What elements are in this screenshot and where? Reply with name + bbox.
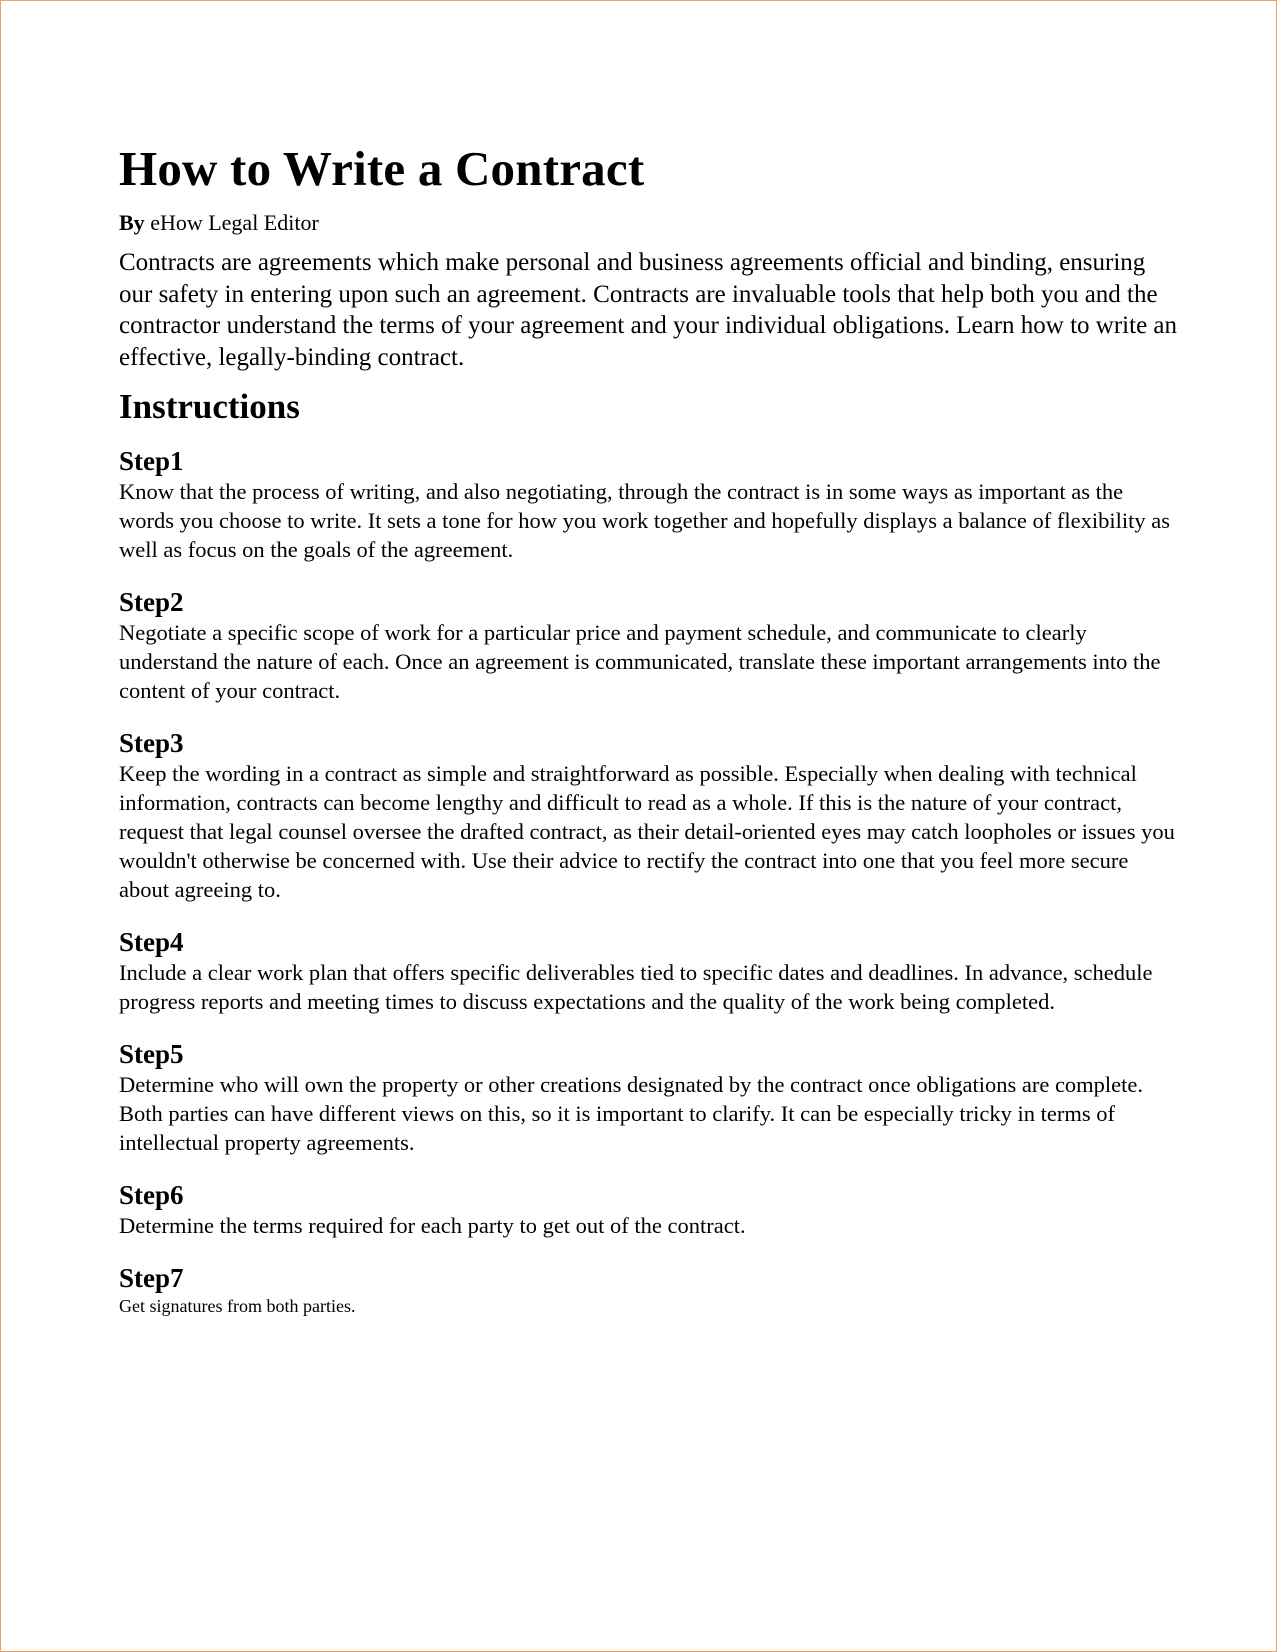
instructions-heading: Instructions	[119, 387, 300, 426]
byline-label: By	[119, 210, 145, 235]
document-title: How to Write a Contract	[119, 141, 645, 196]
step-5	[119, 1038, 1179, 1157]
byline	[119, 209, 1179, 237]
step-1	[119, 445, 1179, 564]
steps-list	[119, 445, 1179, 1318]
step-2	[119, 586, 1179, 705]
intro-paragraph: Contracts are agreements which make personal and business agreements official and binding, ensuring our safety in entering upon such an agreement. Contracts are invaluable tools that help both you and the contractor understand the terms of your agreement and your individual obligations. Learn how to write an effective, legally-binding contract.	[119, 249, 1178, 371]
step-title: Step3	[119, 728, 184, 758]
step-7	[119, 1262, 1179, 1318]
step-title: Step1	[119, 446, 184, 476]
step-text: Determine who will own the property or other creations designated by the contract once obligations are complete. Both parties can have different views on this, so it is important to clarify. It can be especially tricky in terms of intellectual property agreements.	[119, 1072, 1144, 1155]
step-title: Step7	[119, 1263, 184, 1293]
step-title: Step2	[119, 587, 184, 617]
step-title: Step5	[119, 1039, 184, 1069]
step-text: Know that the process of writing, and also negotiating, through the contract is in some ways as important as the words you choose to write. It sets a tone for how you work together and hopefully displays a balance of flexibility as well as focus on the goals of the agreement.	[119, 479, 1170, 562]
step-title: Step4	[119, 927, 184, 957]
step-3	[119, 727, 1179, 904]
step-6	[119, 1179, 1179, 1240]
step-title: Step6	[119, 1180, 184, 1210]
step-text: Include a clear work plan that offers specific deliverables tied to specific dates and deadlines. In advance, schedule progress reports and meeting times to discuss expectations and the quality of the work being completed.	[119, 960, 1153, 1014]
step-4	[119, 926, 1179, 1016]
step-text: Keep the wording in a contract as simple and straightforward as possible. Especially when dealing with technical information, contracts can become lengthy and difficult to read as a whole. If this is the nature of your contract, request that legal counsel oversee the drafted contract, as their detail-oriented eyes may catch loopholes or issues you wouldn't otherwise be concerned with. Use their advice to rectify the contract into one that you feel more secure about agreeing to.	[119, 761, 1175, 902]
step-text: Negotiate a specific scope of work for a particular price and payment schedule, and communicate to clearly understand the nature of each. Once an agreement is communicated, translate these important arrangements into the content of your contract.	[119, 620, 1161, 703]
step-text: Get signatures from both parties.	[119, 1296, 356, 1316]
document-content	[119, 141, 1179, 1340]
byline-author: eHow Legal Editor	[150, 210, 319, 235]
step-text: Determine the terms required for each party to get out of the contract.	[119, 1213, 746, 1238]
